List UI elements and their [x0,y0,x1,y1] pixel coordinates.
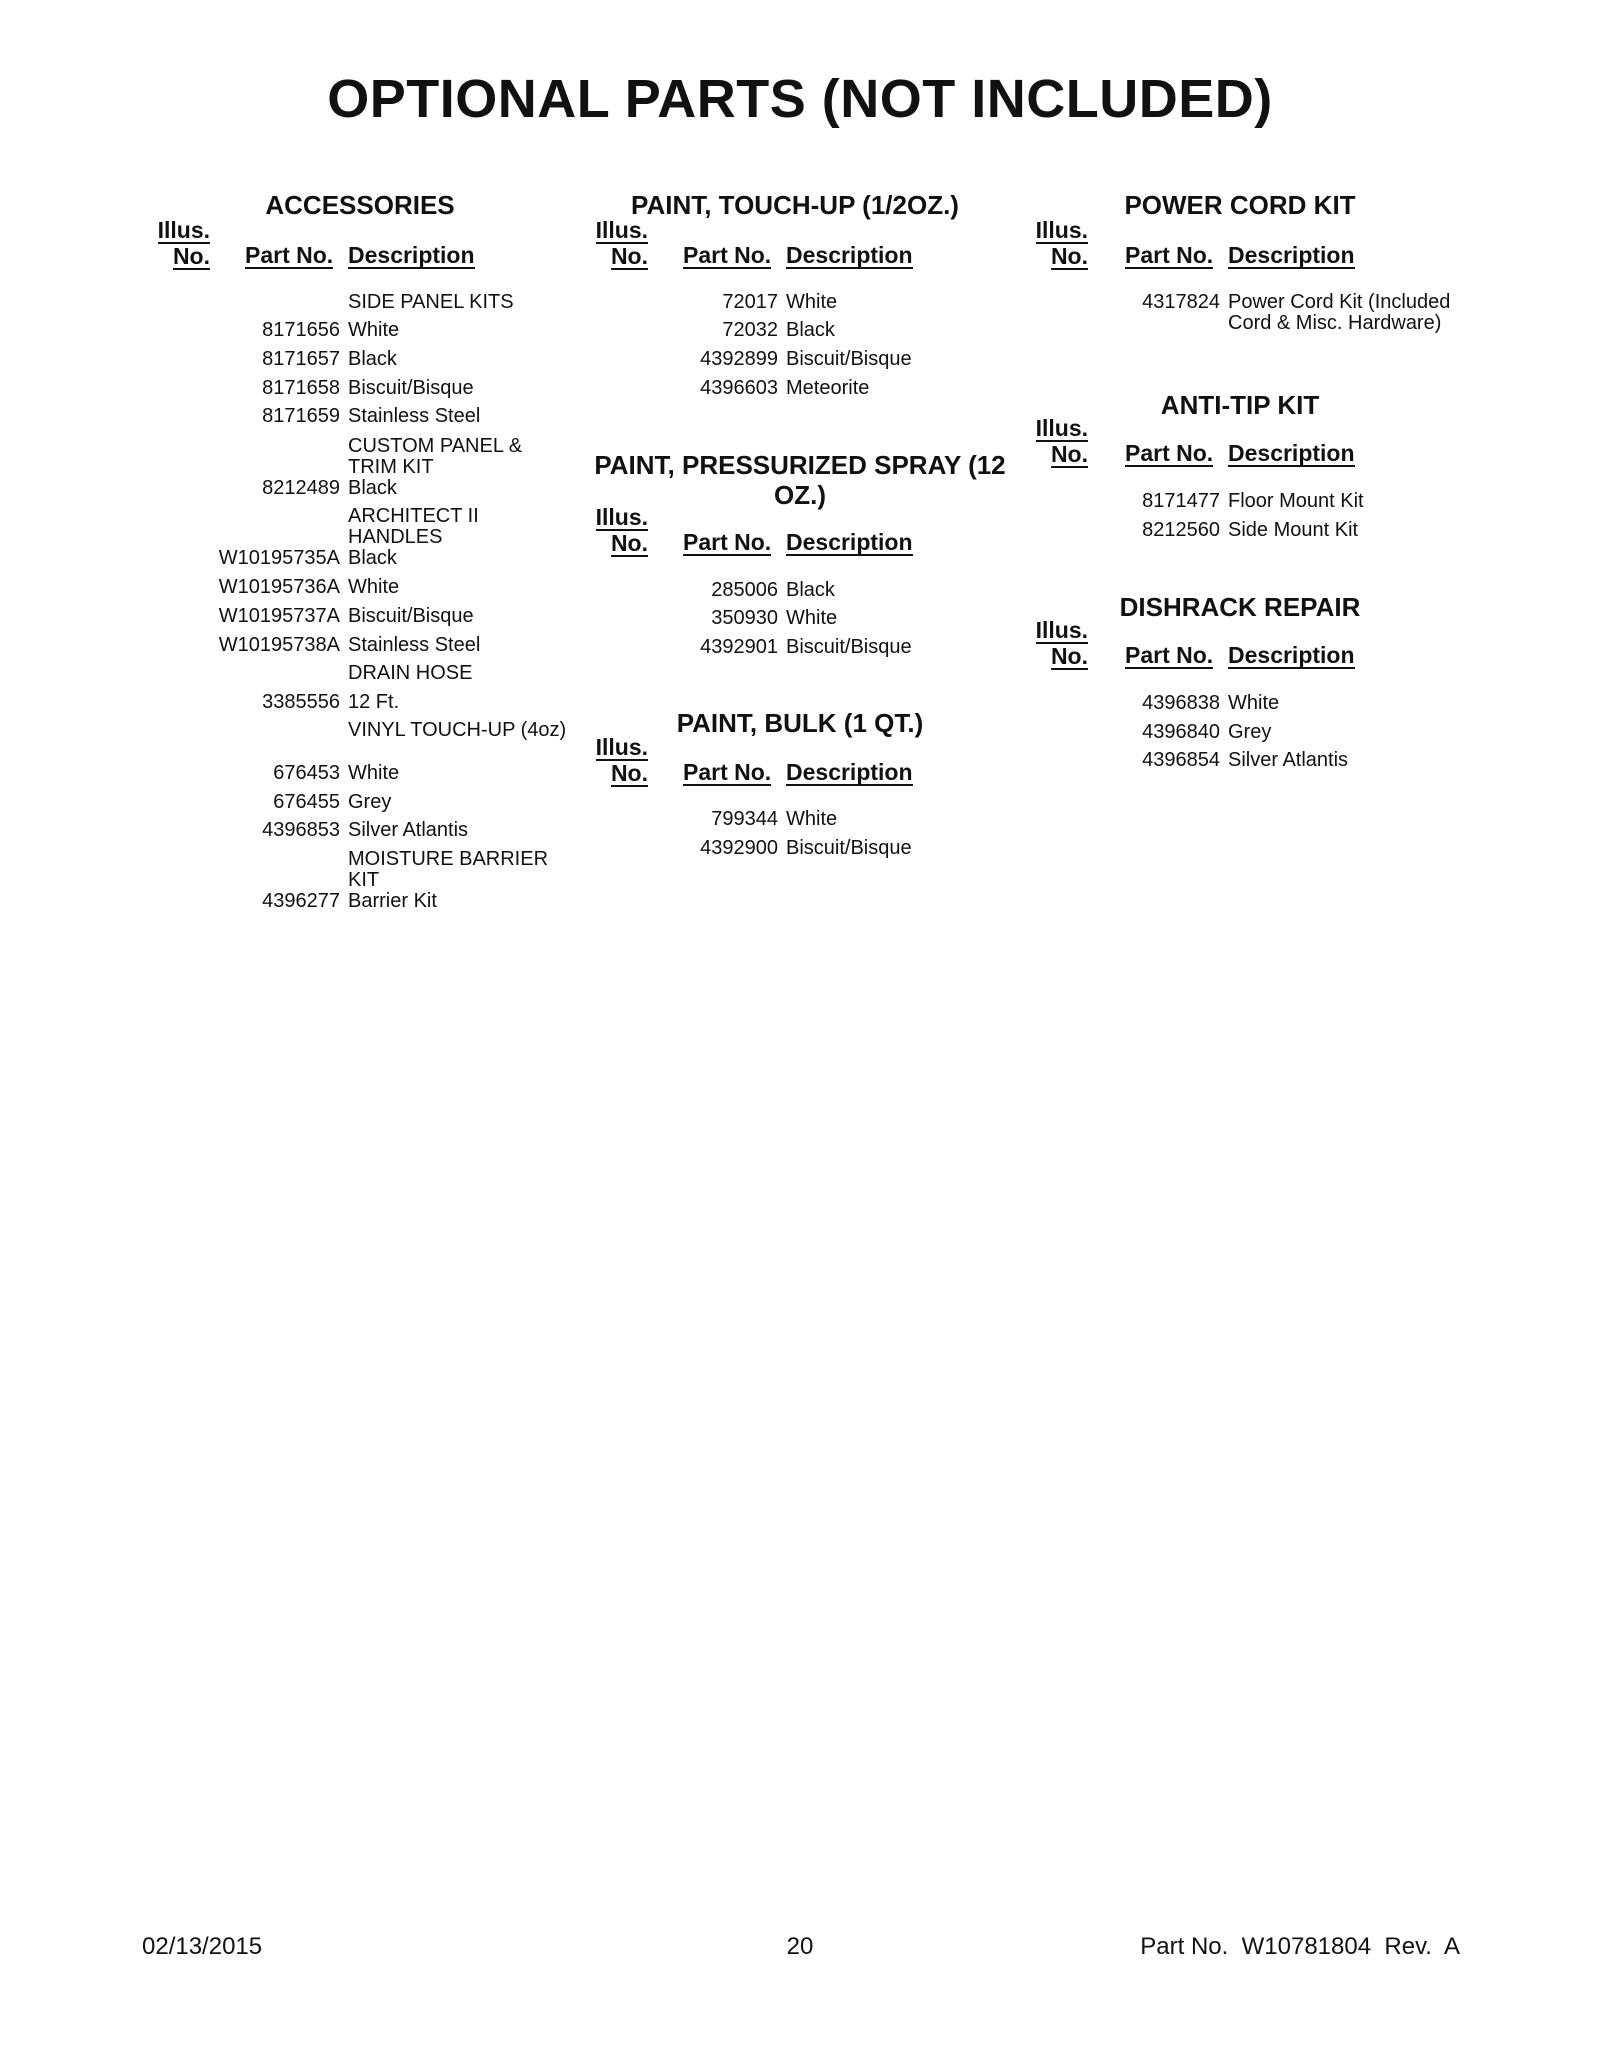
part-description: Stainless Steel [348,405,481,427]
part-description: Biscuit/Bisque [786,636,912,658]
section-title-paint-touchup: PAINT, TOUCH-UP (1/2OZ.) [631,190,959,220]
description-header: Description [1228,242,1355,268]
section-title-paint-bulk: PAINT, BULK (1 QT.) [676,708,924,738]
illus-no-header: Illus. No. [595,217,648,269]
part-number: 72032 [722,319,778,341]
part-no-header: Part No. [1125,242,1214,268]
part-number: 4396603 [700,377,778,399]
part-number: 4392900 [700,837,778,859]
section-title-dishrack: DISHRACK REPAIR [1119,592,1361,622]
part-description: MOISTURE BARRIER KIT [348,848,549,891]
part-no-header: Part No. [245,242,334,268]
part-number: 4396277 [262,890,340,912]
footer-page-number: 20 [786,1933,814,1960]
part-description: White [348,576,400,598]
part-number: 799344 [711,808,778,830]
illus-no-header: Illus. No. [1035,617,1088,669]
illus-no-header [150,218,210,270]
part-description: Stainless Steel [348,634,481,656]
part-description: White [348,319,400,341]
part-number: 8171656 [262,319,340,341]
part-description: White [786,808,838,830]
part-number: 4396854 [1142,749,1220,771]
part-description: Power Cord Kit (Included Cord & Misc. Hardware) [1228,291,1451,334]
illus-no-header: Illus. No. [1035,415,1088,467]
part-description: VINYL TOUCH-UP (4oz) [348,719,567,741]
part-no-header: Part No. [683,759,772,785]
illus-no-header: Illus. No. [595,734,648,786]
part-number: 8171659 [262,405,340,427]
part-number: 8171477 [1142,490,1220,512]
part-description: Grey [348,791,392,813]
part-description: Black [348,348,397,370]
footer-date: 02/13/2015 [142,1933,263,1960]
part-number: 4392899 [700,348,778,370]
part-number: 4396840 [1142,721,1220,743]
part-no-header: Part No. [1125,642,1214,668]
part-description: Biscuit/Bisque [786,837,912,859]
description-header: Description [786,759,913,785]
part-description: Biscuit/Bisque [348,377,474,399]
description-header: Description [786,529,913,555]
description-header: Description [1228,440,1355,466]
part-description: CUSTOM PANEL & TRIM KIT [348,435,523,478]
part-number: W10195736A [218,576,340,598]
part-number: 4392901 [700,636,778,658]
part-number: 350930 [711,607,778,629]
part-number: 4396838 [1142,692,1220,714]
part-description: Black [348,547,397,569]
description-header: Description [1228,642,1355,668]
illus-header-line1: Illus. [157,217,210,243]
part-description: Floor Mount Kit [1228,490,1364,512]
part-number: 676455 [273,791,340,813]
part-description: ARCHITECT II HANDLES [348,505,479,548]
section-title-paint-spray: PAINT, PRESSURIZED SPRAY (12 OZ.) [594,450,1006,510]
part-number: 4317824 [1142,291,1220,313]
part-number: 8212560 [1142,519,1220,541]
part-description: Silver Atlantis [348,819,469,841]
part-description: SIDE PANEL KITS [348,291,514,313]
section-title-accessories: ACCESSORIES [265,190,455,220]
part-description: Biscuit/Bisque [786,348,912,370]
part-number: W10195738A [218,634,340,656]
part-number: 3385556 [262,691,340,713]
part-no-header: Part No. [1125,440,1214,466]
part-description: Meteorite [786,377,870,399]
illus-no-header: Illus. No. [1035,217,1088,269]
part-description: DRAIN HOSE [348,662,473,684]
description-header: Description [348,242,475,268]
description-header: Description [786,242,913,268]
part-description: White [786,607,838,629]
part-description: White [786,291,838,313]
part-number: 8171657 [262,348,340,370]
part-description: Black [786,579,835,601]
part-number: W10195737A [218,605,340,627]
part-description: Black [786,319,835,341]
part-number: 8171658 [262,377,340,399]
part-number: W10195735A [218,547,340,569]
section-title-anti-tip: ANTI-TIP KIT [1160,390,1320,420]
part-number: 8212489 [262,477,340,499]
part-description: Side Mount Kit [1228,519,1359,541]
part-no-header: Part No. [683,529,772,555]
part-description: Biscuit/Bisque [348,605,474,627]
part-number: 4396853 [262,819,340,841]
part-description: Black [348,477,397,499]
section-title-power-cord: POWER CORD KIT [1124,190,1356,220]
part-no-header: Part No. [683,242,772,268]
part-description: White [1228,692,1280,714]
page-title: OPTIONAL PARTS (NOT INCLUDED) [327,69,1273,129]
part-description: Barrier Kit [348,890,437,912]
part-description: Grey [1228,721,1272,743]
part-description: White [348,762,400,784]
part-number: 285006 [711,579,778,601]
part-description: 12 Ft. [348,691,400,713]
illus-no-header: Illus. No. [595,504,648,556]
part-description: Silver Atlantis [1228,749,1349,771]
part-number: 72017 [722,291,778,313]
illus-header-line2: No. [172,243,210,269]
part-number: 676453 [273,762,340,784]
footer-part-info: Part No. W10781804 Rev. A [1140,1933,1460,1960]
